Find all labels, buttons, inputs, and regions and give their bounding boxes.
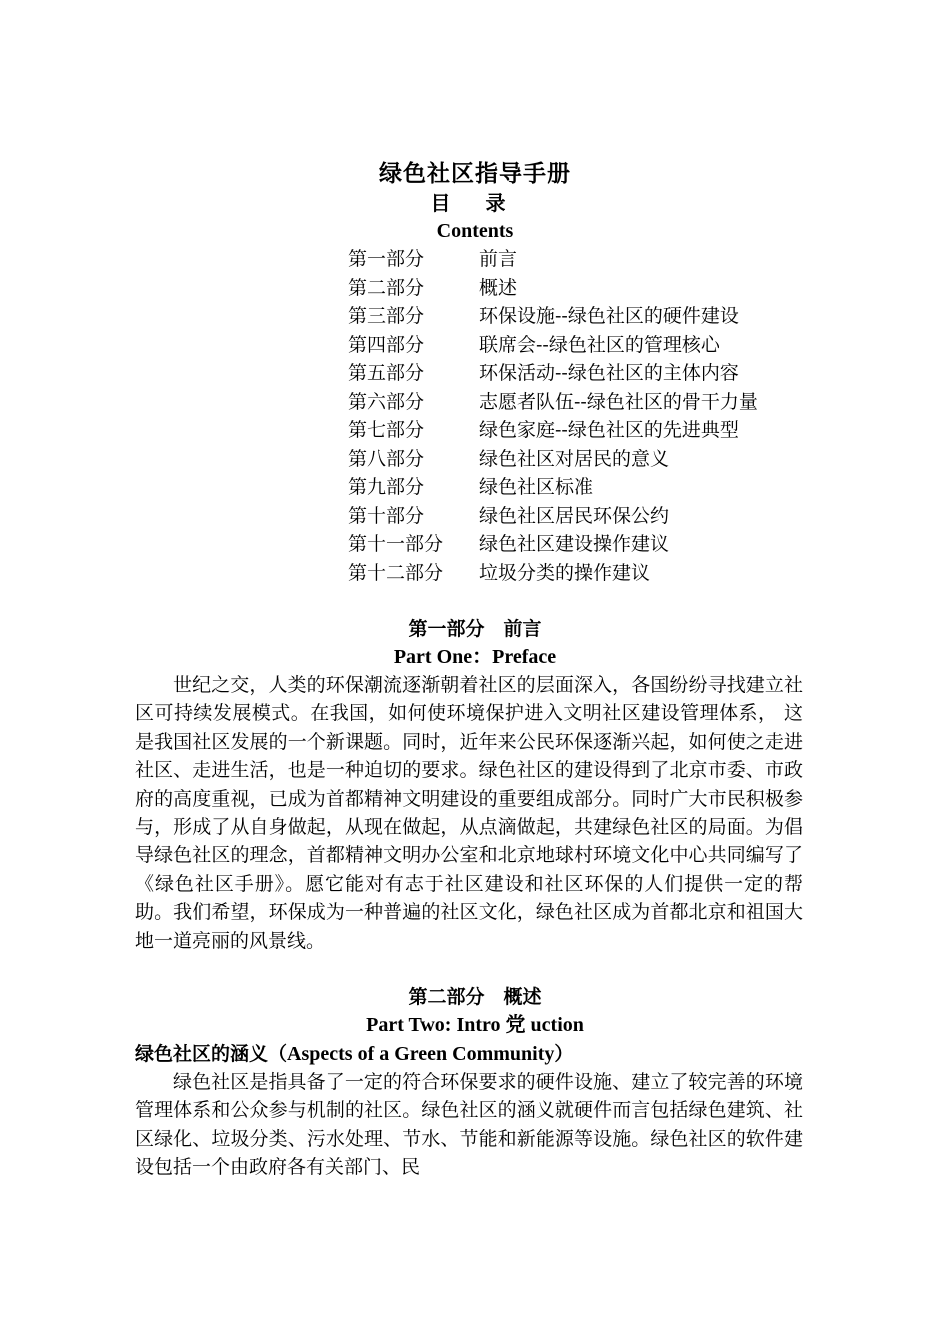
toc-heading: 目 录 [430, 191, 520, 215]
toc-part-title: 绿色社区标准 [479, 476, 594, 498]
toc-entry [348, 473, 758, 502]
toc-part-title: 绿色社区对居民的意义 [479, 447, 670, 470]
toc-entry [348, 359, 758, 388]
toc-part-number: 第五部分 [348, 362, 425, 384]
subheading-en: Aspects of a Green Community [287, 1043, 555, 1065]
toc-part-title: 前言 [479, 248, 518, 270]
toc-entry [348, 445, 758, 474]
toc-part-number: 第四部分 [348, 333, 425, 356]
toc-part-number: 第十二部分 [348, 561, 444, 584]
subheading-close: ） [554, 1043, 574, 1065]
overview-paragraph: 绿色社区是指具备了一定的符合环保要求的硬件设施、建立了较完善的环境管理体系和公众参与机制的社区。绿色社区的涵义就硬件而言包括绿色建筑、社区绿化、垃圾分类、污水处理、节水、节能和新能源等设施。绿色社区的软件建设包括一个由政府各有关部门、民 [135, 1071, 803, 1179]
toc-part-number: 第七部分 [348, 419, 425, 441]
toc-part-number: 第六部分 [348, 390, 425, 413]
toc-entry [348, 274, 758, 303]
toc-part-title: 绿色社区建设操作建议 [479, 533, 670, 555]
toc-part-title: 环保设施--绿色社区的硬件建设 [479, 305, 739, 327]
toc-entry [348, 302, 758, 331]
document-title: 绿色社区指导手册 [379, 161, 571, 187]
table-of-contents [348, 245, 758, 587]
part-one-heading-en: Part One：Preface [393, 646, 557, 668]
part-two-heading: 第二部分 概述 [408, 986, 542, 1008]
toc-part-title: 绿色家庭--绿色社区的先进典型 [479, 419, 739, 441]
toc-entry [348, 530, 758, 559]
toc-part-number: 第十一部分 [348, 533, 444, 555]
green-community-meaning-heading [135, 1040, 573, 1068]
toc-part-number: 第三部分 [348, 305, 425, 327]
toc-part-title: 垃圾分类的操作建议 [479, 561, 651, 584]
toc-part-title: 志愿者队伍--绿色社区的骨干力量 [479, 390, 758, 413]
toc-part-number: 第一部分 [348, 248, 425, 270]
part-one-heading: 第一部分 前言 [408, 618, 542, 640]
toc-part-title: 概述 [479, 276, 518, 299]
toc-part-number: 第二部分 [348, 276, 425, 299]
toc-entry [348, 502, 758, 531]
preface-paragraph: 世纪之交，人类的环保潮流逐渐朝着社区的层面深入，各国纷纷寻找建立社区可持续发展模式。在我国，如何使环境保护进入文明社区建设管理体系， 这是我国社区发展的一个新课题。同时，近年来公民环保逐渐兴起，如何使之走进社区、走进生活，也是一种迫切的要求。绿色社区的建设得到了北京市委、市政府的高度重视，已成为首都精神文明建设的重要组成部分。同时广大市民积极参与，形成了从自身做起，从现在做起，从点滴做起，共建绿色社区的局面。为倡导绿色社区的理念，首都精神文明办公室和北京地球村环境文化中心共同编写了《绿色社区手册》。愿它能对有志于社区建设和社区环保的人们提供一定的帮助。我们希望，环保成为一种普遍的社区文化，绿色社区成为首都北京和祖国大地一道亮丽的风景线。 [135, 674, 803, 952]
toc-entry [348, 331, 758, 360]
subheading-zh: 绿色社区的涵义（ [135, 1043, 288, 1065]
toc-part-title: 绿色社区居民环保公约 [479, 504, 670, 527]
toc-entry [348, 388, 758, 417]
toc-entry [348, 559, 758, 588]
toc-part-number: 第九部分 [348, 476, 425, 498]
part-two-heading-en: Part Two: Intro 党 uction [366, 1014, 584, 1036]
toc-part-title: 环保活动--绿色社区的主体内容 [479, 362, 739, 384]
toc-part-number: 第八部分 [348, 447, 425, 470]
toc-heading-en: Contents [436, 220, 514, 242]
toc-entry [348, 416, 758, 445]
toc-part-number: 第十部分 [348, 504, 425, 527]
toc-part-title: 联席会--绿色社区的管理核心 [479, 333, 720, 356]
toc-entry [348, 245, 758, 274]
